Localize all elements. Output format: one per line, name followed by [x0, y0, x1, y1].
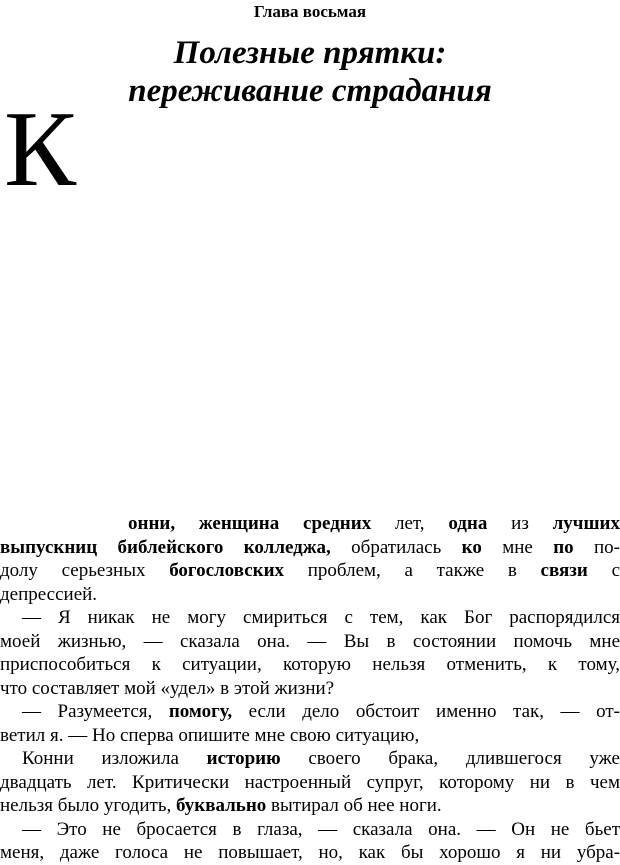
text-fragment: — Разумеется, [22, 701, 169, 722]
text-line [0, 536, 620, 560]
text-fragment: обратилась [330, 536, 462, 558]
bold-fragment: одна [448, 513, 488, 534]
text-fragment: — Это не бросается в глаза, — сказала она. — Он не бьет [22, 818, 620, 840]
text-fragment: Конни изложила [22, 748, 207, 769]
bold-fragment: по [553, 536, 574, 558]
text-line [0, 794, 620, 818]
text-fragment: с [587, 560, 620, 581]
text-fragment: меня, даже голоса не повышает, но, как бы хорошо я ни убра- [0, 842, 620, 863]
text-fragment: мне [481, 536, 554, 558]
text-line [0, 771, 620, 795]
text-fragment: лет, [371, 513, 449, 534]
bold-fragment: онни, женщина средних [128, 513, 372, 534]
text-line [0, 724, 620, 748]
text-fragment: проблем, а также в [284, 560, 541, 581]
bold-fragment: помогу, [168, 701, 233, 722]
text-fragment: долу серьезных [0, 560, 170, 581]
text-fragment: своего брака, длившегося уже [280, 748, 620, 769]
text-fragment: если дело обстоит именно так, — от- [232, 701, 620, 722]
text-fragment: депрессией. [0, 583, 98, 605]
text-line [0, 606, 620, 630]
text-fragment: по- [573, 536, 620, 558]
text-fragment: — Я никак не могу смириться с тем, как Бог распорядился [22, 607, 620, 628]
chapter-title-line-2: переживание страдания [128, 73, 492, 109]
bold-fragment: выпускниц библейского колледжа, [0, 536, 331, 558]
text-fragment: из [487, 513, 553, 534]
bold-fragment: историю [206, 748, 281, 769]
text-line [0, 841, 620, 865]
text-line [0, 583, 620, 607]
drop-cap-letter: К [4, 90, 75, 209]
body-text [0, 512, 620, 865]
text-fragment: двадцать лет. Критически настроенный супруг, которому ни в чем [0, 771, 620, 793]
bold-fragment: связи [540, 560, 588, 581]
text-fragment: нельзя было угодить, [0, 795, 176, 816]
text-line [0, 747, 620, 771]
text-line [0, 512, 620, 536]
text-fragment: моей жизнью, — сказала она. — Вы в состоянии помочь мне [0, 630, 620, 652]
text-line [0, 818, 620, 842]
text-fragment: что составляет мой «удел» в этой жизни? [0, 677, 335, 699]
text-line [0, 677, 620, 701]
chapter-title-line-1: Полезные прятки: [173, 35, 447, 71]
bold-fragment: ко [461, 536, 482, 558]
text-fragment: ветил я. — Но сперва опишите мне свою ситуацию, [0, 724, 420, 746]
chapter-label: Глава восьмая [253, 2, 367, 21]
text-fragment: приспособиться к ситуации, которую нельзя отменить, к тому, [0, 654, 620, 675]
text-line [0, 700, 620, 724]
bold-fragment: лучших [552, 513, 620, 534]
text-line [0, 653, 620, 677]
bold-fragment: богословских [169, 560, 285, 581]
text-line [0, 559, 620, 583]
text-line [0, 630, 620, 654]
chapter-title [0, 34, 620, 110]
bold-fragment: буквально [175, 795, 267, 816]
text-fragment: вытирал об нее ноги. [266, 795, 442, 816]
